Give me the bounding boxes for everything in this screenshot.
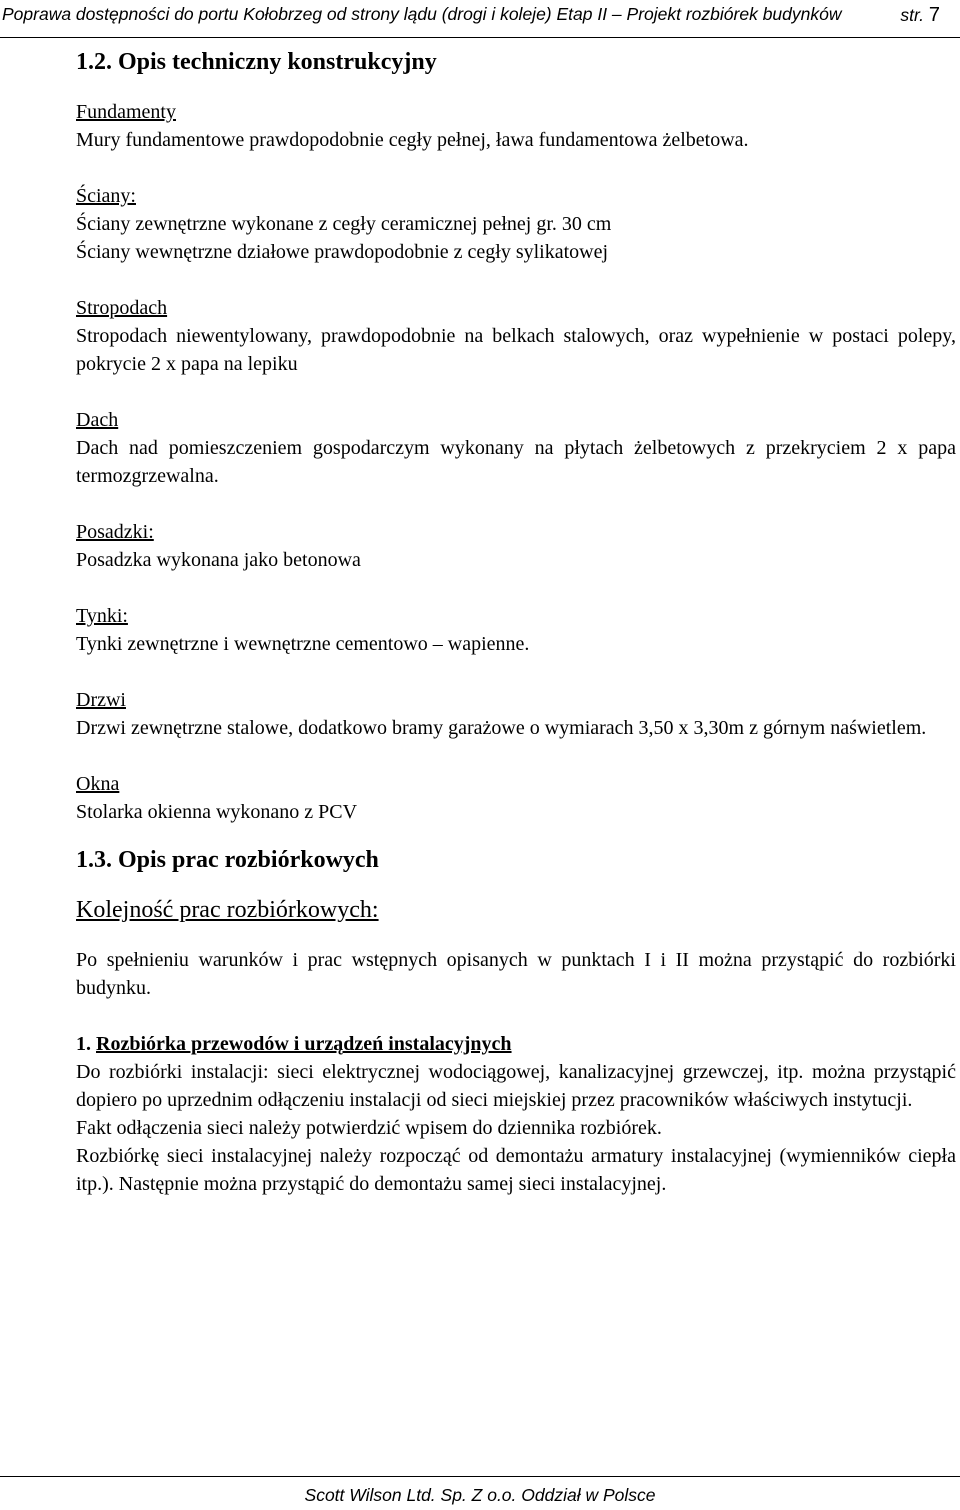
posadzki-head: Posadzki: [76,521,154,543]
section-1-3-heading: 1.3. Opis prac rozbiórkowych [76,847,379,873]
page-header [0,0,960,38]
section-dach [76,406,956,490]
section-drzwi [76,686,956,742]
tynki-head: Tynki: [76,605,128,627]
section-1-3-subheading: Kolejność prac rozbiórkowych: [76,897,379,923]
drzwi-head: Drzwi [76,689,126,711]
section-1-2-heading: 1.2. Opis techniczny konstrukcyjny [76,49,437,75]
stropodach-head: Stropodach [76,297,168,319]
fundamenty-text: Mury fundamentowe prawdopodobnie cegły pełnej, ława fundamentowa żelbetowa. [76,129,749,151]
dach-head: Dach [76,409,119,431]
posadzki-text: Posadzka wykonana jako betonowa [76,549,361,571]
item-1-para-3: Rozbiórkę sieci instalacyjnej należy rozpocząć od demontażu armatury instalacyjnej (wymienników ciepła itp.). Następnie można przystąpić do demontażu samej sieci instalacyjnej. [76,1145,956,1195]
tynki-text: Tynki zewnętrzne i wewnętrzne cementowo – wapienne. [76,633,530,655]
page-label: str. [900,5,924,25]
sciany-line-2: Ściany wewnętrzne działowe prawdopodobnie z cegły sylikatowej [76,241,609,263]
section-1-3-intro: Po spełnieniu warunków i prac wstępnych opisanych w punktach I i II można przystąpić do rozbiórki budynku. [76,949,956,999]
document-body [76,44,956,1198]
okna-head: Okna [76,773,120,795]
section-fundamenty [76,98,956,154]
sciany-head: Ściany: [76,185,136,207]
footer-text: Scott Wilson Ltd. Sp. Z o.o. Oddział w Polsce [304,1485,656,1505]
dach-text: Dach nad pomieszczeniem gospodarczym wykonany na płytach żelbetowych z przekryciem 2 x papa termozgrzewalna. [76,437,956,487]
sciany-line-1: Ściany zewnętrzne wykonane z cegły ceramicznej pełnej gr. 30 cm [76,213,612,235]
item-1-para-2: Fakt odłączenia sieci należy potwierdzić wpisem do dziennika rozbiórek. [76,1117,662,1139]
item-1-number: 1. [76,1033,91,1055]
stropodach-text: Stropodach niewentylowany, prawdopodobnie na belkach stalowych, oraz wypełnienie w postaci polepy, pokrycie 2 x papa na lepiku [76,325,956,375]
header-page-number [900,4,940,27]
item-1-para-1: Do rozbiórki instalacji: sieci elektrycznej wodociągowej, kanalizacyjnej grzewczej, itp. można przystąpić dopiero po uprzednim odłączeniu instalacji od sieci miejskiej przez pracowników właściwych instytucji. [76,1061,956,1111]
section-okna [76,770,956,826]
section-posadzki [76,518,956,574]
page-footer [0,1476,960,1510]
page-number: 7 [928,4,940,26]
item-1-heading [76,1030,956,1058]
drzwi-text: Drzwi zewnętrzne stalowe, dodatkowo bramy garażowe o wymiarach 3,50 x 3,30m z górnym naświetlem. [76,717,927,739]
section-sciany [76,182,956,266]
okna-text: Stolarka okienna wykonano z PCV [76,801,358,823]
section-tynki [76,602,956,658]
item-1 [76,1030,956,1198]
header-title: Poprawa dostępności do portu Kołobrzeg od strony lądu (drogi i koleje) Etap II – Projekt rozbiórek budynków [2,4,842,24]
item-1-title: Rozbiórka przewodów i urządzeń instalacyjnych [96,1033,512,1055]
fundamenty-head: Fundamenty [76,101,176,123]
section-stropodach [76,294,956,378]
